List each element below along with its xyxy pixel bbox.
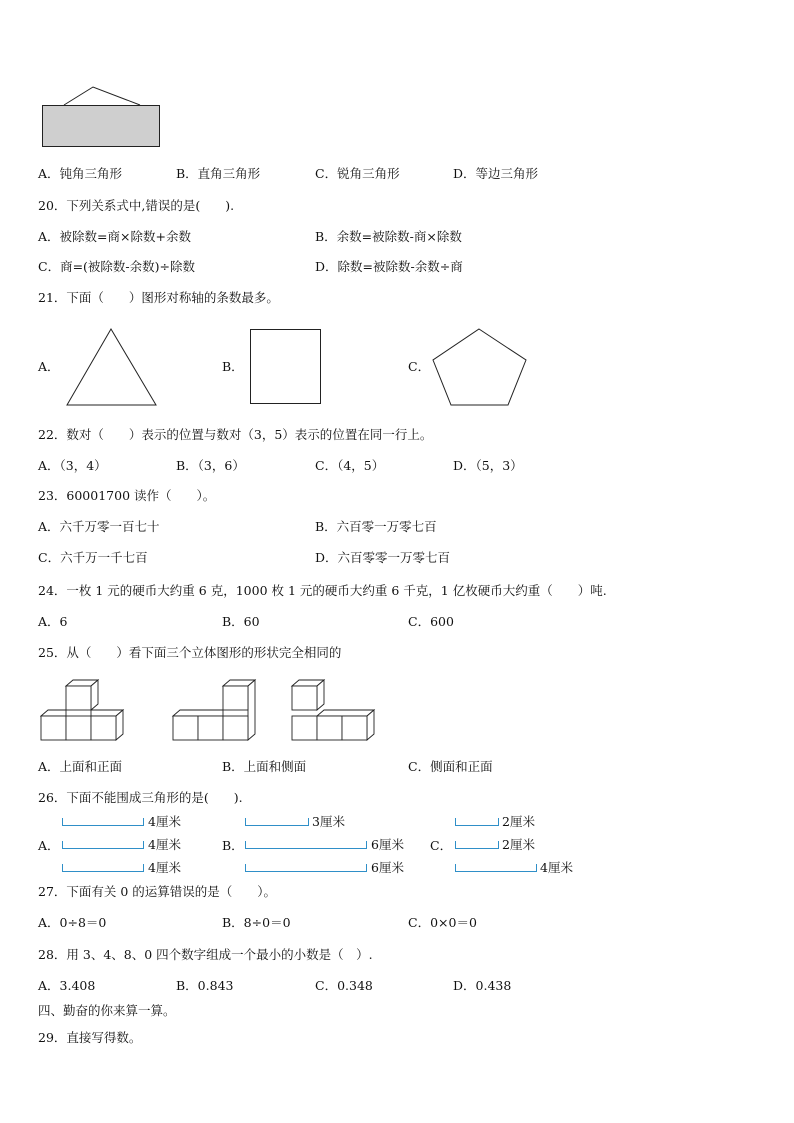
q26-label-a[interactable]: A．	[38, 838, 60, 853]
segment-a1-length: 4厘米	[148, 814, 181, 829]
section-heading: 四、勤奋的你来算一算。	[38, 1003, 176, 1018]
q21-option-c[interactable]: C．	[408, 359, 431, 374]
segment-b3-length: 6厘米	[371, 860, 404, 875]
q25-option-a[interactable]: A．上面和正面	[38, 759, 123, 774]
q23-option-b[interactable]: B．六百零一万零七百	[315, 519, 437, 534]
q26-label-b[interactable]: B．	[222, 838, 244, 853]
segment-a2	[62, 841, 144, 849]
q20-option-a[interactable]: A．被除数=商×除数+余数	[38, 229, 191, 244]
q23-stem: 23．60001700 读作（ ）。	[38, 488, 216, 503]
q20-stem: 20．下列关系式中,错误的是( ).	[38, 198, 235, 213]
q24-option-c[interactable]: C．600	[408, 614, 454, 629]
cube-figure-a	[40, 678, 130, 744]
q29-stem: 29．直接写得数。	[38, 1030, 142, 1045]
q24-option-b[interactable]: B．60	[222, 614, 260, 629]
q20-option-d[interactable]: D．除数=被除数-余数÷商	[315, 259, 463, 274]
segment-b1	[245, 818, 309, 826]
cube-figure-c	[290, 678, 380, 744]
q22-option-c[interactable]: C．（4，5）	[315, 458, 385, 473]
segment-a1	[62, 818, 144, 826]
q23-option-c[interactable]: C．六千万一千七百	[38, 550, 148, 565]
segment-b2-length: 6厘米	[371, 837, 404, 852]
q28-option-c[interactable]: C．0.348	[315, 978, 373, 993]
q27-stem: 27．下面有关 0 的运算错误的是（ ）。	[38, 884, 277, 899]
q27-option-a[interactable]: A．0÷8＝0	[38, 915, 107, 930]
q25-option-c[interactable]: C．侧面和正面	[408, 759, 493, 774]
segment-c3-length: 4厘米	[540, 860, 573, 875]
q27-option-c[interactable]: C．0×0＝0	[408, 915, 477, 930]
pentagon-shape	[430, 326, 530, 408]
segment-c3	[455, 864, 537, 872]
q19-option-d[interactable]: D．等边三角形	[453, 166, 539, 181]
segment-c2	[455, 841, 499, 849]
q28-option-b[interactable]: B．0.843	[176, 978, 234, 993]
q20-option-c[interactable]: C．商=(被除数-余数)÷除数	[38, 259, 195, 274]
segment-a3-length: 4厘米	[148, 860, 181, 875]
q25-option-b[interactable]: B．上面和侧面	[222, 759, 307, 774]
q20-option-b[interactable]: B．余数=被除数-商×除数	[315, 229, 462, 244]
q19-option-a[interactable]: A．钝角三角形	[38, 166, 123, 181]
q27-option-b[interactable]: B．8÷0＝0	[222, 915, 291, 930]
q26-stem: 26．下面不能围成三角形的是( ).	[38, 790, 243, 805]
triangle-shape	[64, 326, 160, 408]
q22-option-a[interactable]: A．（3，4）	[38, 458, 107, 473]
segment-c1-length: 2厘米	[502, 814, 535, 829]
q28-option-a[interactable]: A．3.408	[38, 978, 96, 993]
q19-option-b[interactable]: B．直角三角形	[176, 166, 261, 181]
q23-option-d[interactable]: D．六百零零一万零七百	[315, 550, 451, 565]
q19-option-c[interactable]: C．锐角三角形	[315, 166, 400, 181]
q26-label-c[interactable]: C．	[430, 838, 453, 853]
q28-option-d[interactable]: D．0.438	[453, 978, 512, 993]
segment-c1	[455, 818, 499, 826]
segment-b1-length: 3厘米	[312, 814, 345, 829]
segment-a2-length: 4厘米	[148, 837, 181, 852]
q21-option-b[interactable]: B．	[222, 359, 244, 374]
q24-stem: 24．一枚 1 元的硬币大约重 6 克，1000 枚 1 元的硬币大约重 6 千克，1 亿枚硬币大约重（ ）吨.	[38, 583, 607, 598]
q22-stem: 22．数对（ ）表示的位置与数对（3，5）表示的位置在同一行上。	[38, 427, 433, 442]
q24-option-a[interactable]: A．6	[38, 614, 68, 629]
q21-option-a[interactable]: A．	[38, 359, 60, 374]
segment-a3	[62, 864, 144, 872]
q23-option-a[interactable]: A．六千万零一百七十	[38, 519, 160, 534]
q21-stem: 21．下面（ ）图形对称轴的条数最多。	[38, 290, 279, 305]
q22-option-d[interactable]: D．（5，3）	[453, 458, 523, 473]
q28-stem: 28．用 3、4、8、0 四个数字组成一个最小的小数是（ ）.	[38, 947, 373, 962]
square-shape	[248, 326, 324, 406]
q22-option-b[interactable]: B．（3，6）	[176, 458, 245, 473]
segment-b3	[245, 864, 367, 872]
segment-b2	[245, 841, 367, 849]
segment-c2-length: 2厘米	[502, 837, 535, 852]
cube-figure-b	[170, 678, 260, 744]
triangle-on-rectangle-figure	[40, 84, 164, 150]
q25-stem: 25．从（ ）看下面三个立体图形的形状完全相同的	[38, 645, 342, 660]
